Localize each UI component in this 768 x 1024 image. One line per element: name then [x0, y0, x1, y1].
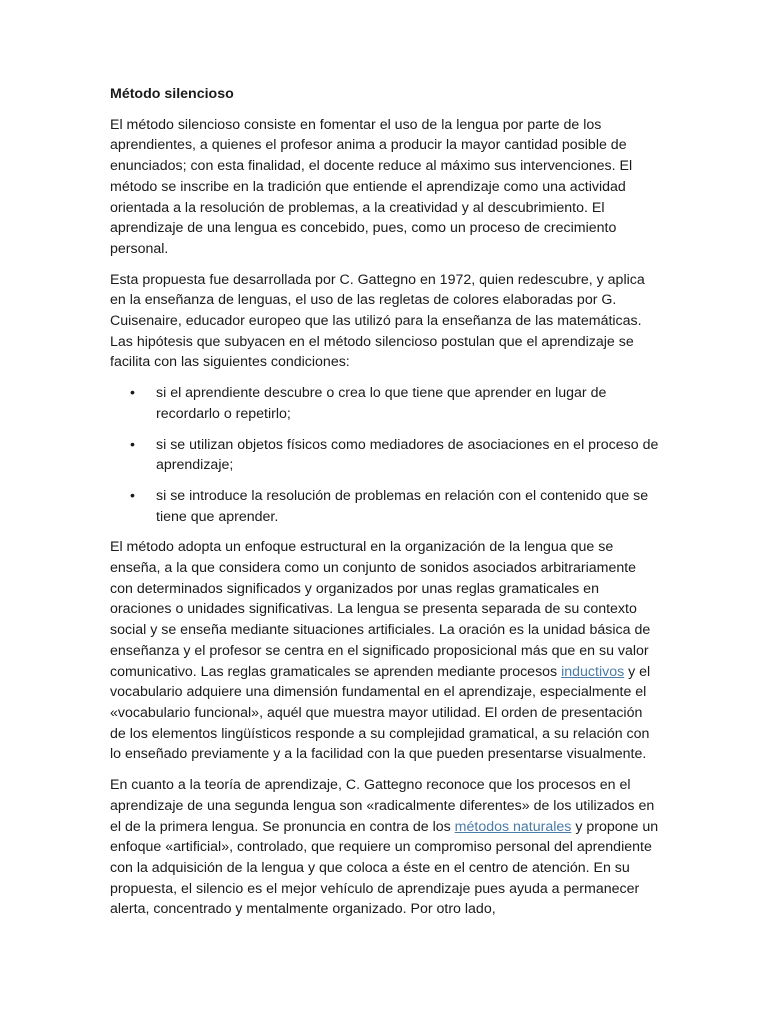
bullet-icon: •	[130, 487, 135, 504]
list-item	[110, 383, 662, 424]
bullet-icon: •	[130, 385, 135, 402]
paragraph-structure	[110, 537, 662, 765]
paragraph-text: y el vocabulario adquiere una dimensión fundamental en el aprendizaje, especialmente el «vocabulario funcional», aquél que muestra mayor utilidad. El orden de presentación de los elementos lingüísticos responde a su complejidad gramatical, a su relación con lo enseñado previamente y a la facilidad con la que pueden presentarse visualmente.	[110, 663, 651, 763]
paragraph-history: Esta propuesta fue desarrollada por C. Gattegno en 1972, quien redescubre, y aplica en la enseñanza de lenguas, el uso de las regletas de colores elaboradas por G. Cuisenaire, educador europeo que las utilizó para la enseñanza de las matemáticas. Las hipótesis que subyacen en el método silencioso postulan que el aprendizaje se facilita con las siguientes condiciones:	[110, 271, 645, 371]
list-item	[110, 486, 662, 527]
document-page	[110, 84, 662, 930]
list-item	[110, 435, 662, 476]
paragraph-text: y propone un enfoque «artificial», controlado, que requiere un compromiso personal del aprendiente con la adquisición de la lengua y que coloca a éste en el centro de atención. En su propuesta, el silencio es el mejor vehículo de aprendizaje pues ayuda a permanecer alerta, concentrado y mentalmente organizado. Por otro lado,	[110, 818, 659, 918]
metodos-naturales-link[interactable]: métodos naturales	[454, 818, 572, 835]
list-item-text: si se introduce la resolución de problemas en relación con el contenido que se tiene que aprender.	[156, 487, 649, 525]
page-title: Método silencioso	[110, 86, 234, 102]
paragraph-text: El método adopta un enfoque estructural en la organización de la lengua que se enseña, a la que considera como un conjunto de sonidos asociados arbitrariamente con determinados significados y organizados por unas reglas gramaticales en oraciones o unidades significativas. La lengua se presenta separada de su contexto social y se enseña mediante situaciones artificiales. La oración es la unidad básica de enseñanza y el profesor se centra en el significado proposicional más que en su valor comunicativo. Las reglas gramaticales se aprenden mediante procesos	[110, 539, 651, 680]
bullet-icon: •	[130, 436, 135, 453]
inductivos-link[interactable]: inductivos	[561, 663, 625, 680]
conditions-list	[110, 383, 662, 527]
paragraph-intro: El método silencioso consiste en fomentar el uso de la lengua por parte de los aprendientes, a quienes el profesor anima a producir la mayor cantidad posible de enunciados; con esta finalidad, el docente reduce al máximo sus intervenciones. El método se inscribe en la tradición que entiende el aprendizaje como una actividad orientada a la resolución de problemas, a la creatividad y al descubrimiento. El aprendizaje de una lengua es concebido, pues, como un proceso de crecimiento personal.	[110, 116, 633, 257]
list-item-text: si el aprendiente descubre o crea lo que tiene que aprender en lugar de recordarlo o repetirlo;	[156, 385, 607, 422]
paragraph-theory	[110, 775, 662, 920]
list-item-text: si se utilizan objetos físicos como mediadores de asociaciones en el proceso de aprendizaje;	[156, 436, 659, 474]
paragraph-text: En cuanto a la teoría de aprendizaje, C. Gattegno reconoce que los procesos en el aprendizaje de una segunda lengua son «radicalmente diferentes» de los utilizados en el de la primera lengua. Se pronuncia en contra de los	[110, 777, 655, 835]
